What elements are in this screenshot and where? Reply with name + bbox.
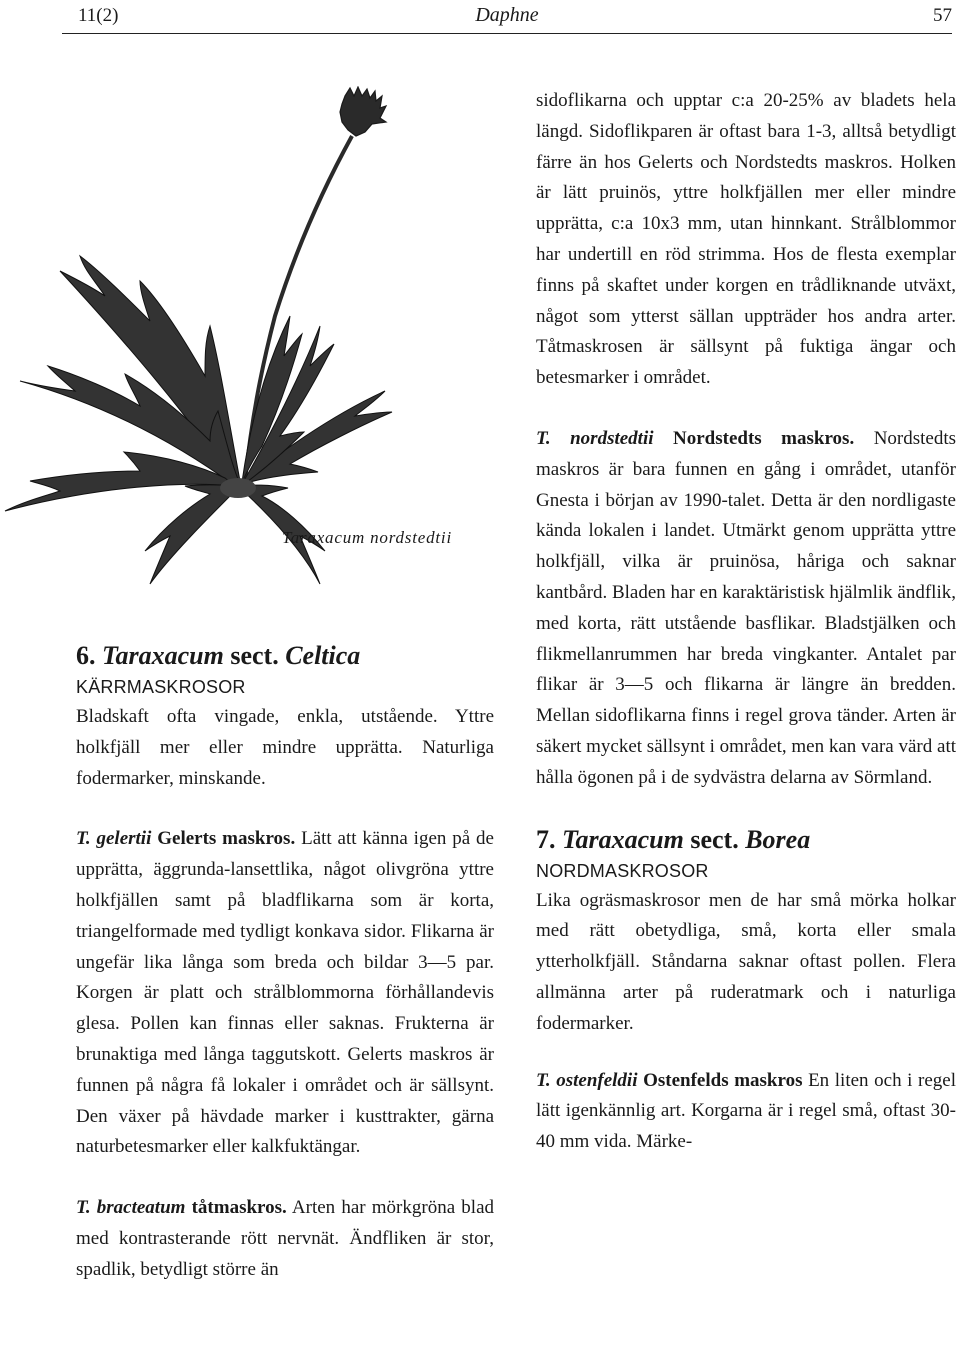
section-heading-borea	[536, 824, 956, 856]
latin-name: T. ostenfeldii	[536, 1069, 638, 1091]
section-name: Borea	[745, 824, 811, 854]
latin-name: T. nordstedtii	[536, 427, 654, 449]
common-name: tåtmaskros.	[191, 1197, 287, 1219]
section-genus: Taraxacum	[562, 824, 684, 854]
continuation-paragraph: sidoflikarna och upptar c:a 20-25% av bladets hela längd. Sidoflikparen är oftast bara 1-3, alltså betydligt färre än hos Gelerts och Nordstedts maskros. Holken är lätt pruinös, yttre holkfjällen mer eller mindre upprätta, c:a 10x3 mm, utan hinnkant. Strålblommor har undertill en röd strimma. Hos de flesta exemplar finns på skaftet under korgen en trådliknande utväxt, något som ytterst sällan uppträder hos andra arter. Tåtmaskrosen är sällsynt på fuktiga ängar och betesmarker i området.	[536, 90, 956, 389]
species-ostenfeldii	[536, 1066, 956, 1158]
page-header	[62, 0, 952, 33]
right-column	[536, 86, 956, 1158]
section-number: 7.	[536, 824, 556, 854]
section-text: Lika ogräsmaskrosor men de har små mörka holkar med rätt obetydliga, små, korta eller smala ytterholkfjäll. Ståndarna saknar oftast pollen. Flera allmänna arter på ruderatmark och i naturliga fodermarker.	[536, 889, 956, 1034]
spacer	[76, 794, 494, 824]
common-name: Nordstedts maskros.	[673, 427, 855, 449]
species-nordstedtii	[536, 424, 956, 794]
latin-name: T. gelertii	[76, 828, 152, 850]
spacer	[536, 394, 956, 424]
figure-caption: Taraxacum nordstedtii	[282, 528, 452, 547]
common-name: Gelerts maskros.	[157, 828, 296, 850]
dandelion-illustration	[0, 86, 470, 586]
species-text: Lätt att känna igen på de upprätta, äggrunda-lansettlika, något olivgröna yttre holkfjällen samt på bladflikarna som är korta, triangelformade med tydligt konkava sidor. Flikarna är ungefär lika långa som breda och bildar 3—5 par. Korgen är platt och strålblommorna förhållandevis glesa. Pollen kan finnas eller saknas. Frukterna är brunaktiga med långa taggutskott. Gelerts maskros är funnen på några få lokaler i området och är sällsynt. Den växer på hävdade marker i kusttrakter, gärna naturbetesmarker eller kalkfuktängar.	[76, 828, 494, 1158]
latin-name: T. bracteatum	[76, 1197, 186, 1219]
section-word: sect.	[690, 824, 739, 854]
section-genus: Taraxacum	[102, 641, 224, 670]
species-text: Arten har mörkgröna blad med kontrasterande rött nervnät. Ändfliken är stor, spadlik, betydligt större än	[76, 1197, 495, 1280]
species-text: Nordstedts maskros är bara funnen en gång i området, utanför Gnesta i början av 1990-talet. Detta är den nordligaste kända lokalen i landet. Utmärkt genom upprätta yttre holkfjäll, vilka är pruinösa, håriga och saknar kantbård. Bladen har en karaktäristisk hjälmlik ändflik, med korta, rätt utstående basflikar. Bladstjälken och flikmellanrummen har breda vingkanter. Antalet par flikar är 3—5 och flikarna är längre än bredden. Mellan sidoflikarna finns i regel grova tänder. Arten är säkert mycket sällsynt i området, men kan vara värd att hålla ögonen på i de sydvästra delarna av Sörmland.	[536, 427, 957, 788]
section-text: Bladskaft ofta vingade, enkla, utstående. Yttre holkfjäll mer eller mindre upprätta. Naturliga fodermarker, minskande.	[76, 706, 494, 789]
left-column	[76, 640, 494, 1286]
common-name: Ostenfelds maskros	[643, 1069, 803, 1091]
section-heading-celtica	[76, 640, 494, 672]
spacer	[536, 794, 956, 824]
section-subtitle: NORDMASKROSOR	[536, 860, 709, 881]
journal-title: Daphne	[475, 4, 539, 26]
species-text: En liten och i regel lätt igenkännlig art. Korgarna är i regel små, oftast 30-40 mm vida. Märke-	[536, 1069, 957, 1153]
species-bracteatum	[76, 1193, 494, 1285]
issue-number: 11(2)	[78, 5, 119, 26]
species-gelertii	[76, 824, 494, 1163]
spacer	[76, 1163, 494, 1193]
section-word: sect.	[230, 641, 279, 670]
section-name: Celtica	[285, 641, 361, 670]
page-number: 57	[933, 5, 952, 26]
section-number: 6.	[76, 641, 96, 670]
header-rule	[62, 33, 952, 34]
section-subtitle: KÄRRMASKROSOR	[76, 677, 246, 697]
spacer	[536, 1040, 956, 1066]
